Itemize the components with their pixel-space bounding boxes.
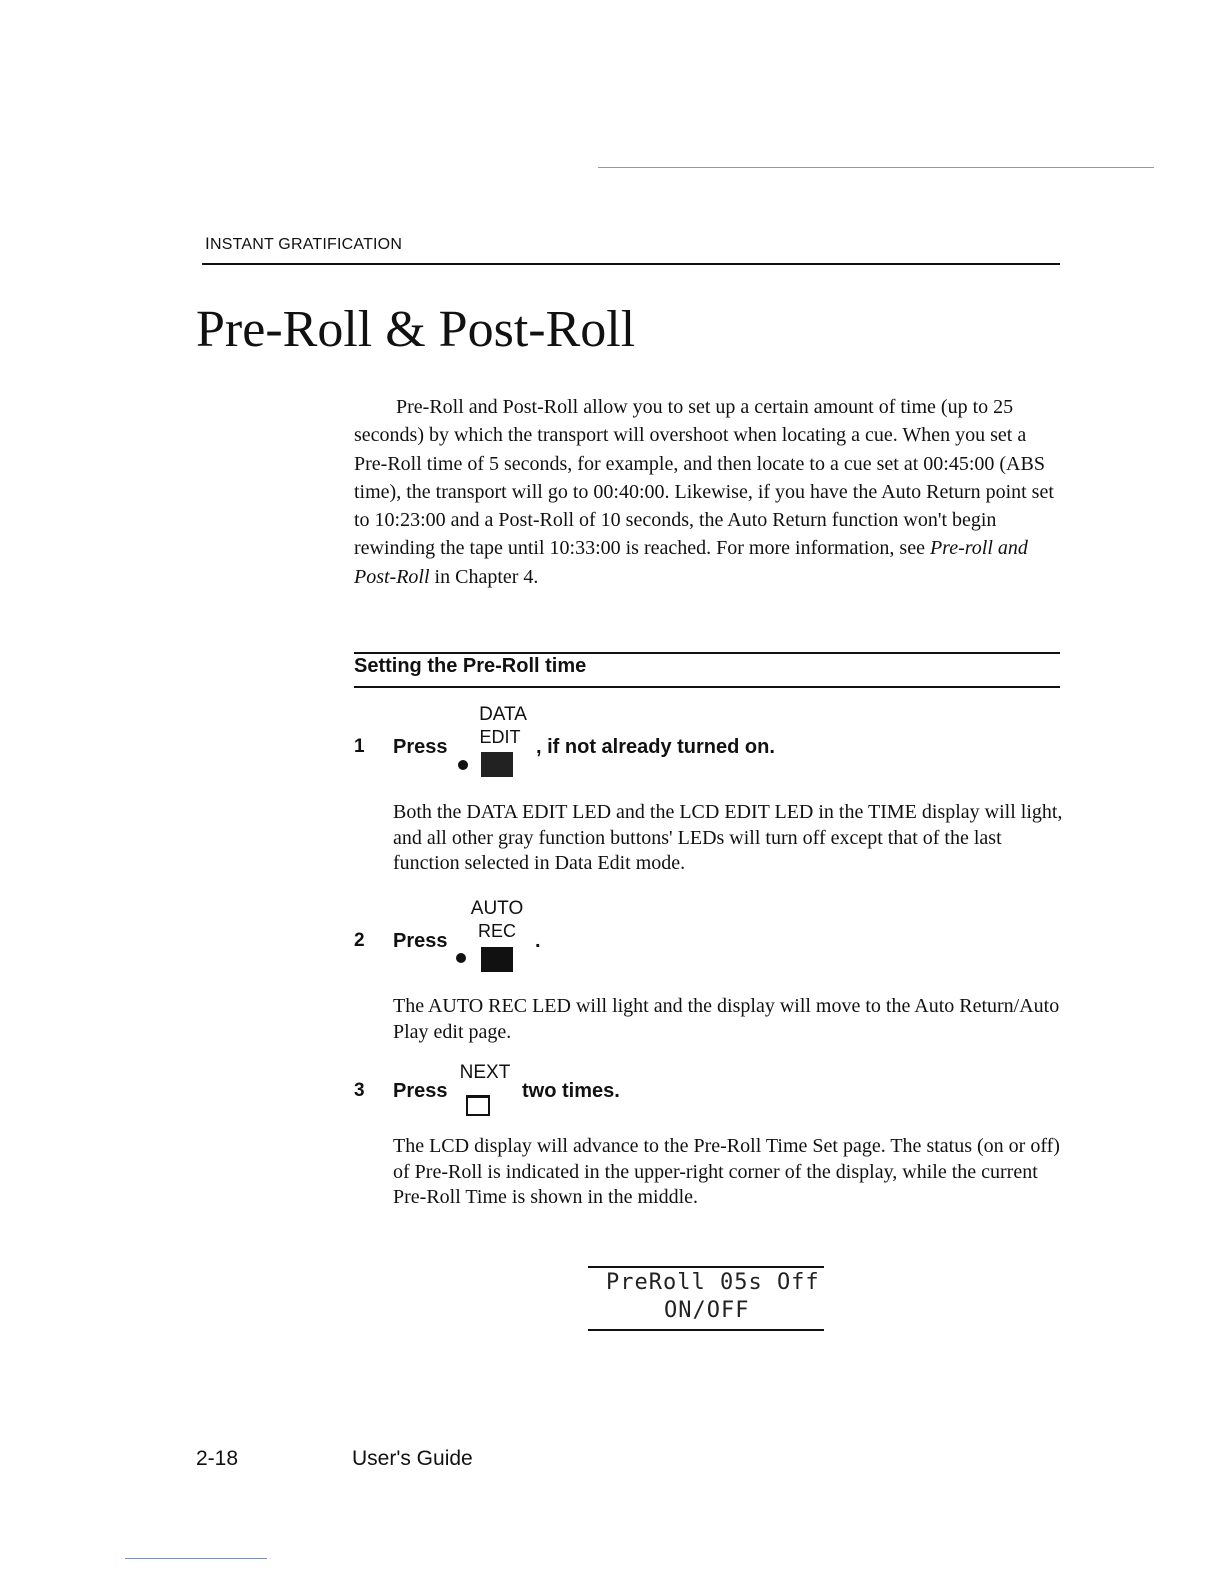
running-header <box>205 234 402 254</box>
intro-paragraph <box>354 393 1064 591</box>
intro-tail: in Chapter 4. <box>429 565 539 588</box>
lcd-top-rule <box>588 1266 824 1268</box>
lcd-bottom-rule <box>588 1329 824 1331</box>
step-3-description: The LCD display will advance to the Pre-Roll Time Set page. The status (on or off) of Pre-Roll is indicated in the upper-right corner of the display, while the current Pre-Roll Time is shown in the middle. <box>393 1135 1060 1208</box>
step-2-suffix: . <box>535 930 541 952</box>
page-title: Pre-Roll & Post-Roll <box>196 301 636 358</box>
auto-rec-led-icon <box>456 953 466 963</box>
auto-rec-button[interactable] <box>481 947 513 972</box>
header-rule <box>202 263 1060 265</box>
data-edit-led-icon <box>458 760 468 770</box>
lcd-line-1: PreRoll 05s Off <box>606 1270 820 1295</box>
bottom-blue-rule <box>125 1558 267 1559</box>
step-3-press: Press <box>393 1080 448 1102</box>
step-1-number: 1 <box>354 736 365 757</box>
page-number: 2-18 <box>196 1447 239 1470</box>
step-2-description: The AUTO REC LED will light and the display will move to the Auto Return/Auto Play edit page. <box>393 995 1060 1043</box>
step-3-number: 3 <box>354 1080 365 1101</box>
lcd-line-2: ON/OFF <box>664 1298 750 1323</box>
step-1-description: Both the DATA EDIT LED and the LCD EDIT LED in the TIME display will light, and all other gray function buttons' LEDs will turn off except that of the last function selected in Data Edit mode. <box>393 801 1063 874</box>
data-edit-label-top: DATA <box>479 704 527 725</box>
section-title: Setting the Pre-Roll time <box>354 655 587 677</box>
auto-rec-label-bottom: REC <box>477 921 516 941</box>
step-1-suffix: , if not already turned on. <box>536 736 775 758</box>
intro-reference: Pre-roll and Post-Roll <box>354 537 1028 588</box>
running-header-text: NSTANT GRATIFICATION <box>209 236 403 253</box>
section-rule-top <box>354 652 1060 654</box>
top-faint-rule <box>598 167 1154 168</box>
intro-text: Pre-Roll and Post-Roll allow you to set up a certain amount of time (up to 25 seconds) by which the transport will overshoot when locating a cue. When you set a Pre-Roll time of 5 seconds, for example, and then locate to a cue set at 00:45:00 (ABS time), the transport will go to 00:40:00. Likewise, if you have the Auto Return point set to 10:23:00 and a Post-Roll of 10 seconds, the Auto Return function won't begin rewinding the tape until 10:33:00 is reached. For more information, see <box>354 396 1054 560</box>
auto-rec-label-top: AUTO <box>470 898 524 919</box>
data-edit-button[interactable] <box>481 752 513 777</box>
section-rule-bottom <box>354 686 1060 688</box>
running-header-initial: I <box>205 234 210 253</box>
step-2-number: 2 <box>354 930 365 951</box>
data-edit-label-bottom: EDIT <box>479 727 521 747</box>
next-label: NEXT <box>459 1062 511 1083</box>
next-button[interactable] <box>466 1095 490 1116</box>
step-1-press: Press <box>393 736 448 758</box>
step-3-suffix: two times. <box>522 1080 620 1102</box>
step-2-press: Press <box>393 930 448 952</box>
guide-name: User's Guide <box>352 1447 473 1470</box>
